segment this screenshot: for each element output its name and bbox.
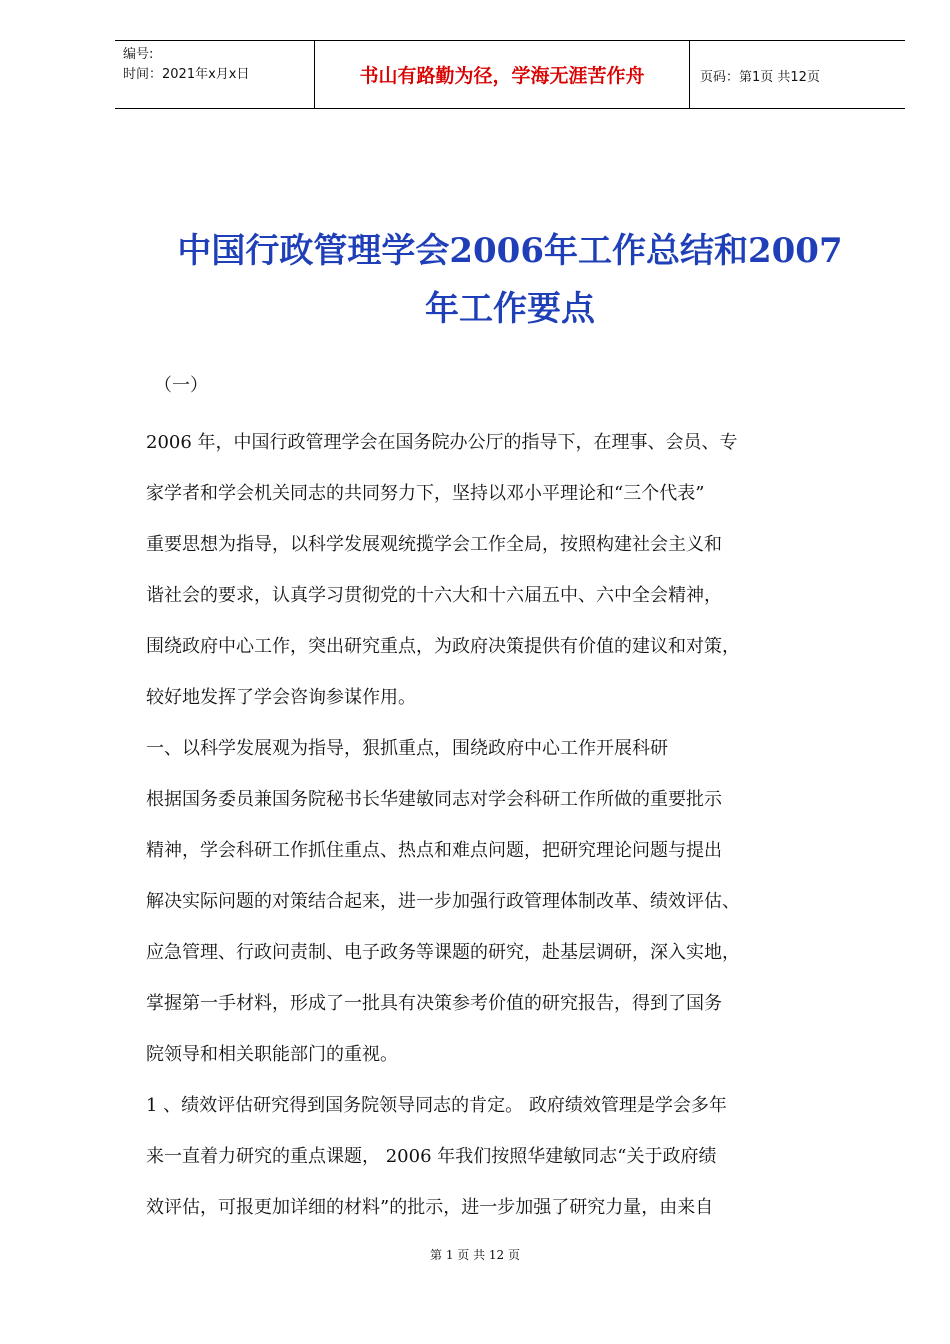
body-line: 应急管理、行政问责制、电子政务等课题的研究，赴基层调研，深入实地， [146,942,740,963]
title-line-2: 年工作要点 [425,289,595,329]
body-line: 重要思想为指导，以科学发展观统揽学会工作全局，按照构建社会主义和 [146,534,722,555]
body-line: 家学者和学会机关同志的共同努力下，坚持以邓小平理论和“三个代表” [146,483,705,504]
body-line: 精神，学会科研工作抓住重点、热点和难点问题，把研究理论问题与提出 [146,840,722,861]
body-line: 围绕政府中心工作，突出研究重点，为政府决策提供有价值的建议和对策， [146,636,740,657]
body-line: 一、以科学发展观为指导，狠抓重点，围绕政府中心工作开展科研 [146,738,668,759]
page-footer: 第 1 页 共 12 页 [430,1248,520,1262]
document-body [146,360,881,1233]
body-line: 2006 年，中国行政管理学会在国务院办公厅的指导下，在理事、会员、专 [146,432,738,453]
doc-code-label: 编号: [123,47,154,62]
header-motto: 书山有路勤为径，学海无涯苦作舟 [315,41,690,108]
body-line: 1 、绩效评估研究得到国务院领导同志的肯定。 政府绩效管理是学会多年 [146,1095,727,1116]
header-page-label: 页码：第1页 共12页 [700,70,820,85]
body-line: 根据国务委员兼国务院秘书长华建敏同志对学会科研工作所做的重要批示 [146,789,722,810]
body-line: 较好地发挥了学会咨询参谋作用。 [146,687,416,708]
body-line: 效评估，可报更加详细的材料”的批示，进一步加强了研究力量，由来自 [146,1197,714,1218]
body-lines [146,417,881,1233]
doc-time-label: 时间：2021年x月x日 [123,67,250,82]
document-title [100,222,920,338]
body-line: 谐社会的要求，认真学习贯彻党的十六大和十六届五中、六中全会精神， [146,585,722,606]
section-heading: （一） [154,375,208,396]
body-line: 解决实际问题的对策结合起来，进一步加强行政管理体制改革、绩效评估、 [146,891,740,912]
title-line-1: 中国行政管理学会2006年工作总结和2007 [177,231,843,271]
header-page-cell [690,41,905,108]
body-line: 来一直着力研究的重点课题， 2006 年我们按照华建敏同志“关于政府绩 [146,1146,717,1167]
header-meta-cell [115,41,315,108]
body-line: 院领导和相关职能部门的重视。 [146,1044,398,1065]
body-line: 掌握第一手材料，形成了一批具有决策参考价值的研究报告，得到了国务 [146,993,722,1014]
header-table [115,40,905,109]
